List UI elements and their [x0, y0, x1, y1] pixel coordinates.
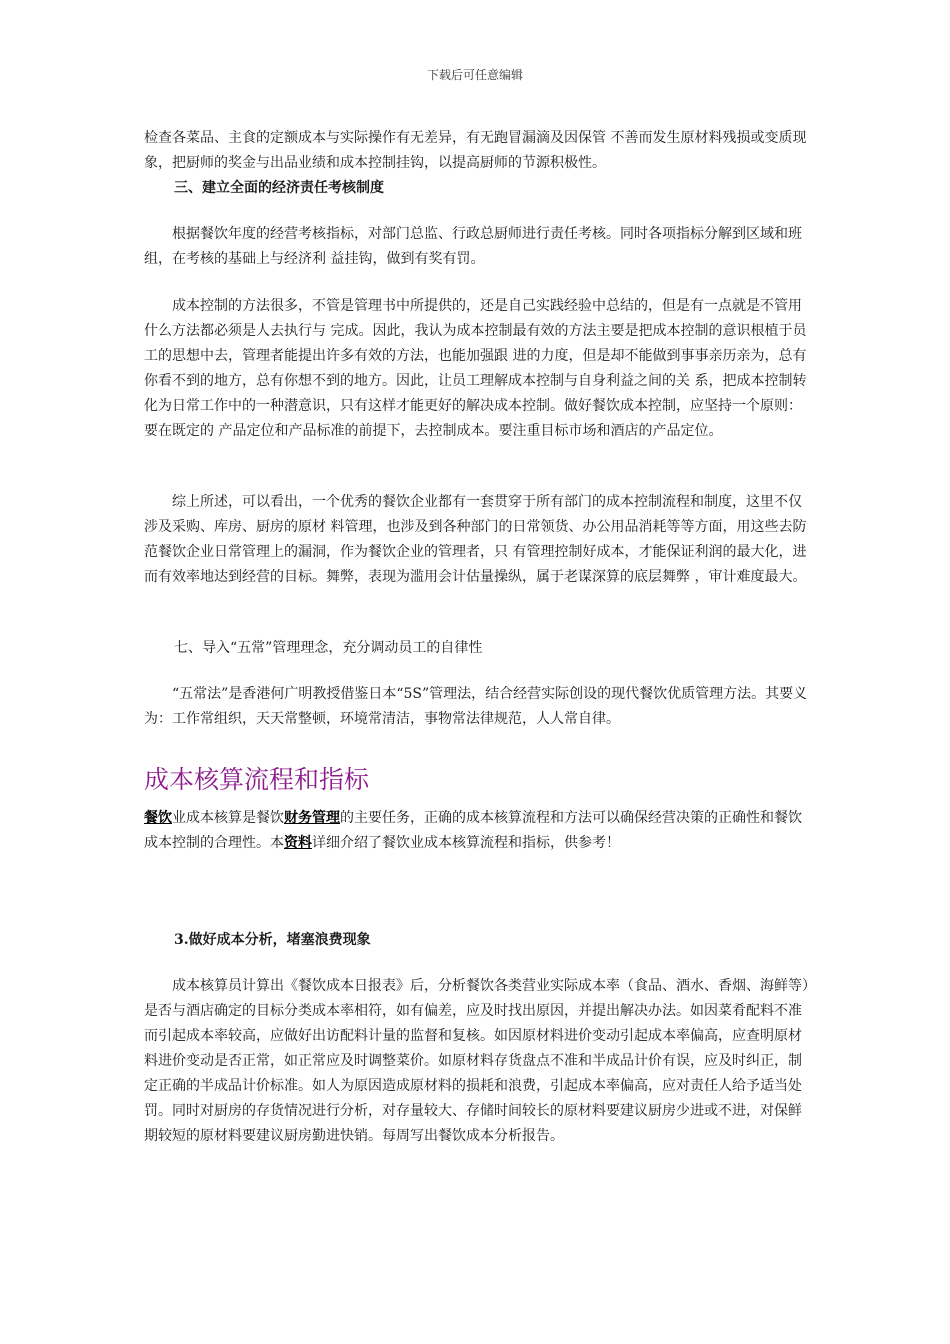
- page-header-note: 下载后可任意编辑: [426, 68, 523, 82]
- link-financial-management[interactable]: 财务管理: [284, 810, 340, 826]
- paragraph-five-constants: “五常法”是香港何广明教授借鉴日本“5S”管理法，结合经营实际创设的现代餐饮优质管理方法。其要义为：工作常组织，天天常整顿，环境常清洁，事物常法律规范，人人常自律。: [144, 686, 808, 727]
- heading-responsibility: 三、建立全面的经济责任考核制度: [174, 180, 384, 196]
- heading-cost-analysis: 3.做好成本分析，堵塞浪费现象: [174, 932, 371, 948]
- link-materials[interactable]: 资料: [284, 835, 312, 851]
- intro-text-3: 详细介绍了餐饮业成本核算流程和指标，供参考！: [312, 835, 620, 851]
- intro-text-1: 业成本核算是餐饮: [172, 810, 284, 826]
- intro-paragraph: [144, 806, 812, 856]
- heading-five-constants: 七、导入“五常”管理理念，充分调动员工的自律性: [174, 640, 483, 656]
- paragraph-quota-check: 检查各菜品、主食的定额成本与实际操作有无差异，有无跑冒漏滴及因保管 不善而发生原材料残损或变质现象，把厨师的奖金与出品业绩和成本控制挂钩，以提高厨师的节源积极性。: [144, 130, 807, 171]
- paragraph-summary: 综上所述，可以看出，一个优秀的餐饮企业都有一套贯穿于所有部门的成本控制流程和制度，这里不仅涉及采购、库房、厨房的原材 料管理，也涉及到各种部门的日常领货、办公用品消耗等等方面，用这些去防范餐饮企业日常管理上的漏洞，作为餐饮企业的管理者，只 有管理控制好成本，才能保证利润的最大化，进而有效率地达到经营的目标。舞弊，表现为滥用会计估量操纵，属于老谋深算的底层舞弊 ，审计难度最大。: [144, 494, 807, 585]
- paragraph-cost-control-methods: 成本控制的方法很多，不管是管理书中所提供的，还是自己实践经验中总结的，但是有一点就是不管用什么方法都必须是人去执行与 完成。因此，我认为成本控制最有效的方法主要是把成本控制的意识根植于员工的思想中去，管理者能提出许多有效的方法，也能加强跟 进的力度，但是却不能做到事事亲历亲为，总有你看不到的地方，总有你想不到的地方。因此，让员工理解成本控制与自身利益之间的关 系，把成本控制转化为日常工作中的一种潜意识，只有这样才能更好的解决成本控制。做好餐饮成本控制，应坚持一个原则：要在既定的 产品定位和产品标准的前提下，去控制成本。要注重目标市场和酒店的产品定位。: [144, 298, 807, 439]
- paragraph-assessment: 根据餐饮年度的经营考核指标，对部门总监、行政总厨师进行责任考核。同时各项指标分解到区域和班组，在考核的基础上与经济利 益挂钩，做到有奖有罚。: [144, 226, 802, 267]
- intro-text-2: 的主要任务，正确的成本核算流程和方法可以确保经营决策的正确性和餐饮成本控制的合理性。本: [144, 810, 802, 851]
- section-title: 成本核算流程和指标: [144, 765, 370, 794]
- link-catering[interactable]: 餐饮: [144, 810, 172, 826]
- paragraph-cost-analysis: 成本核算员计算出《餐饮成本日报表》后，分析餐饮各类营业实际成本率（食品、酒水、香烟、海鲜等）是否与酒店确定的目标分类成本率相符，如有偏差，应及时找出原因，并提出解决办法。如因菜肴配料不准而引起成本率较高，应做好出访配料计量的监督和复核。如因原材料进价变动引起成本率偏高，应查明原材料进价变动是否正常，如正常应及时调整菜价。如原材料存货盘点不准和半成品计价有误，应及时纠正，制定正确的半成品计价标准。如人为原因造成原材料的损耗和浪费，引起成本率偏高，应对责任人给予适当处罚。同时对厨房的存货情况进行分析，对存量较大、存储时间较长的原材料要建议厨房少进或不进，对保鲜期较短的原材料要建议厨房勤进快销。每周写出餐饮成本分析报告。: [144, 978, 809, 1144]
